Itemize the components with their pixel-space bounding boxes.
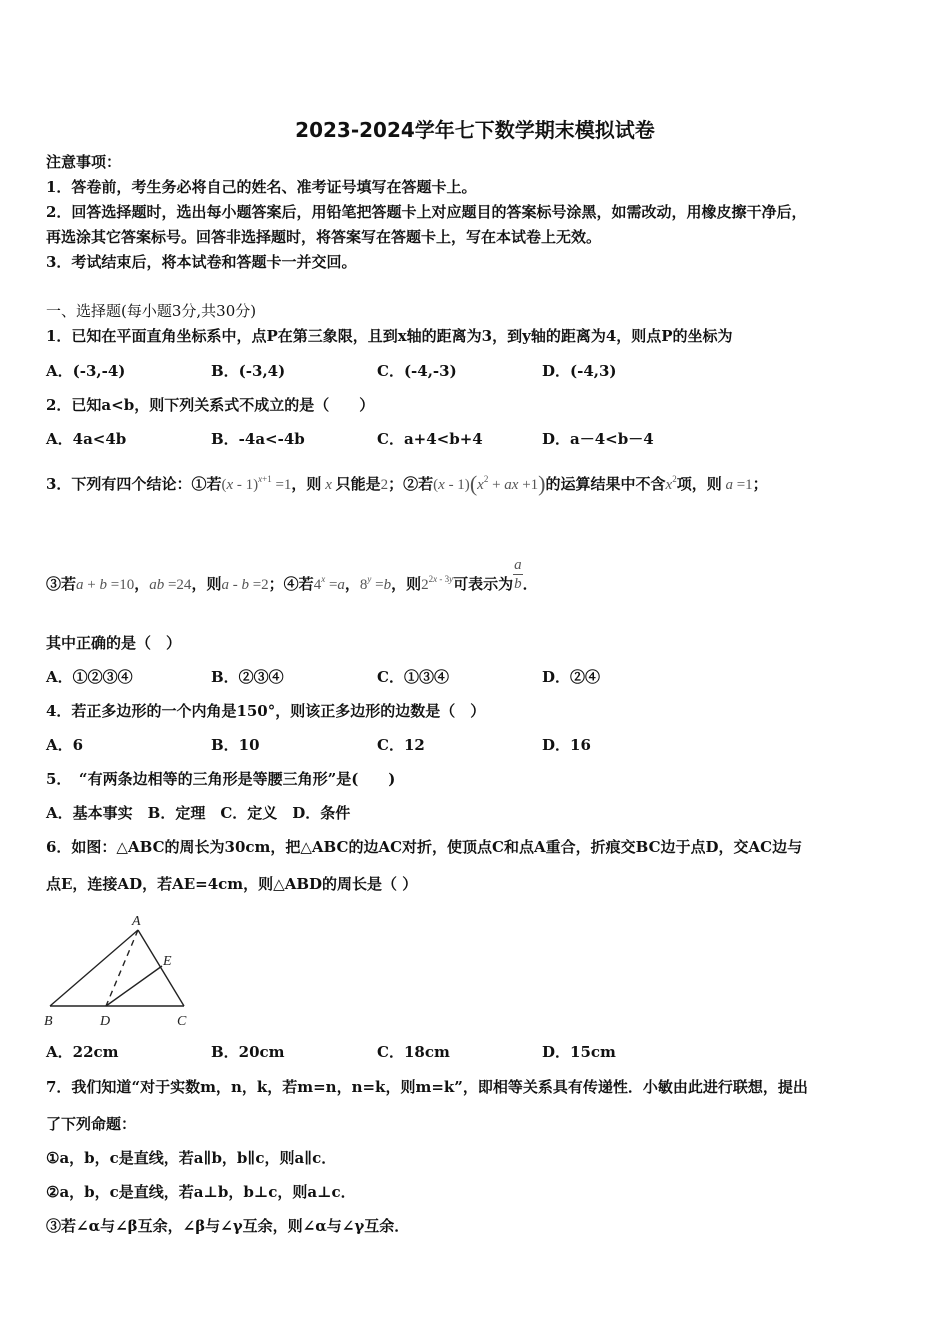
notice-line-1: 1．答卷前，考生务必将自己的姓名、准考证号填写在答题卡上。 bbox=[46, 178, 477, 196]
q7-proposition-1: ①a，b，c是直线，若a∥b，b∥c，则a∥c． bbox=[46, 1149, 337, 1167]
notice-line-2: 2．回答选择题时，选出每小题答案后，用铅笔把答题卡上对应题目的答案标号涂黑，如需改动，用橡皮擦干净后， bbox=[46, 203, 807, 221]
q4-option-c[interactable]: C．12 bbox=[377, 736, 425, 754]
q3-conclusion: 其中正确的是（ ） bbox=[46, 634, 182, 652]
q1-option-d[interactable]: D．(-4,3) bbox=[542, 362, 617, 380]
q5-options[interactable]: A．基本事实 B．定理 C．定义 D．条件 bbox=[46, 804, 351, 822]
q1-option-b[interactable]: B．(-3,4) bbox=[211, 362, 286, 380]
q7-proposition-2: ②a，b，c是直线，若a⊥b，b⊥c，则a⊥c． bbox=[46, 1183, 356, 1201]
q7-stem-line-2: 了下列命题： bbox=[46, 1115, 137, 1133]
q6-option-d[interactable]: D．15cm bbox=[542, 1043, 616, 1061]
q6-option-b[interactable]: B．20cm bbox=[211, 1043, 285, 1061]
q1-stem: 1．已知在平面直角坐标系中，点P在第三象限，且到x轴的距离为3，到y轴的距离为4，则点P的坐标为 bbox=[46, 327, 733, 345]
q2-option-a[interactable]: A．4a<4b bbox=[46, 430, 127, 448]
q4-option-b[interactable]: B．10 bbox=[211, 736, 260, 754]
label-e: E bbox=[163, 954, 172, 969]
label-b: B bbox=[44, 1014, 53, 1029]
q6-option-a[interactable]: A．22cm bbox=[46, 1043, 119, 1061]
q3-option-d[interactable]: D．②④ bbox=[542, 668, 601, 686]
q7-stem-line-1: 7．我们知道“对于实数m，n，k，若m=n，n=k，则m=k”，即相等关系具有传递性．小敏由此进行联想，提出 bbox=[46, 1078, 808, 1096]
segment-ab bbox=[50, 930, 138, 1006]
q5-stem: 5． “有两条边相等的三角形是等腰三角形”是( ) bbox=[46, 770, 396, 788]
notice-line-3: 再选涂其它答案标号。回答非选择题时，将答案写在答题卡上，写在本试卷上无效。 bbox=[46, 228, 602, 246]
triangle-figure bbox=[44, 908, 194, 1030]
q4-option-a[interactable]: A．6 bbox=[46, 736, 84, 754]
q2-option-b[interactable]: B．-4a<-4b bbox=[211, 430, 305, 448]
label-a: A bbox=[132, 914, 141, 929]
segment-ac bbox=[138, 930, 184, 1006]
q2-option-c[interactable]: C．a+4<b+4 bbox=[377, 430, 483, 448]
q4-stem: 4．若正多边形的一个内角是150°，则该正多边形的边数是（ ） bbox=[46, 702, 486, 720]
label-c: C bbox=[177, 1014, 187, 1029]
q3-option-c[interactable]: C．①③④ bbox=[377, 668, 449, 686]
notice-heading: 注意事项： bbox=[46, 153, 122, 171]
q3-stem-line-1: 3．下列有四个结论：①若(x - 1)$^{x+1}$ =1，则 x 只能是2；②若$(x - 1)(x^2$ + ax +1)的运算结果中不含$x^2$项，则 a =1； bbox=[46, 471, 768, 496]
q3-stem-line-2: ③若a + b =10，ab =24，则a - b =2；④若$4^x =a$，$8^y =b$，则$2^{2x - 3y}$可表示为 $\frac{a}{b}$ ． bbox=[46, 556, 538, 593]
q2-stem: 2．已知a<b，则下列关系式不成立的是（ ） bbox=[46, 396, 375, 414]
q6-option-c[interactable]: C．18cm bbox=[377, 1043, 450, 1061]
notice-line-4: 3．考试结束后，将本试卷和答题卡一并交回。 bbox=[46, 253, 357, 271]
q7-proposition-3: ③若∠α与∠β互余，∠β与∠γ互余，则∠α与∠γ互余． bbox=[46, 1217, 410, 1235]
page-title: 2023-2024学年七下数学期末模拟试卷 bbox=[295, 118, 655, 142]
q3-option-b[interactable]: B．②③④ bbox=[211, 668, 284, 686]
label-d: D bbox=[100, 1014, 111, 1029]
q4-option-d[interactable]: D．16 bbox=[542, 736, 591, 754]
q6-stem-line-2: 点E，连接AD，若AE=4cm，则△ABD的周长是（ ） bbox=[46, 875, 418, 893]
q6-stem-line-1: 6．如图：△ABC的周长为30cm，把△ABC的边AC对折，使顶点C和点A重合，折痕交BC边于点D，交AC边与 bbox=[46, 838, 803, 856]
section-heading: 一、选择题(每小题3分,共30分) bbox=[46, 302, 257, 320]
q1-option-a[interactable]: A．(-3,-4) bbox=[46, 362, 126, 380]
q2-option-d[interactable]: D．a－4<b－4 bbox=[542, 430, 654, 448]
q3-option-a[interactable]: A．①②③④ bbox=[46, 668, 133, 686]
q1-option-c[interactable]: C．(-4,-3) bbox=[377, 362, 457, 380]
